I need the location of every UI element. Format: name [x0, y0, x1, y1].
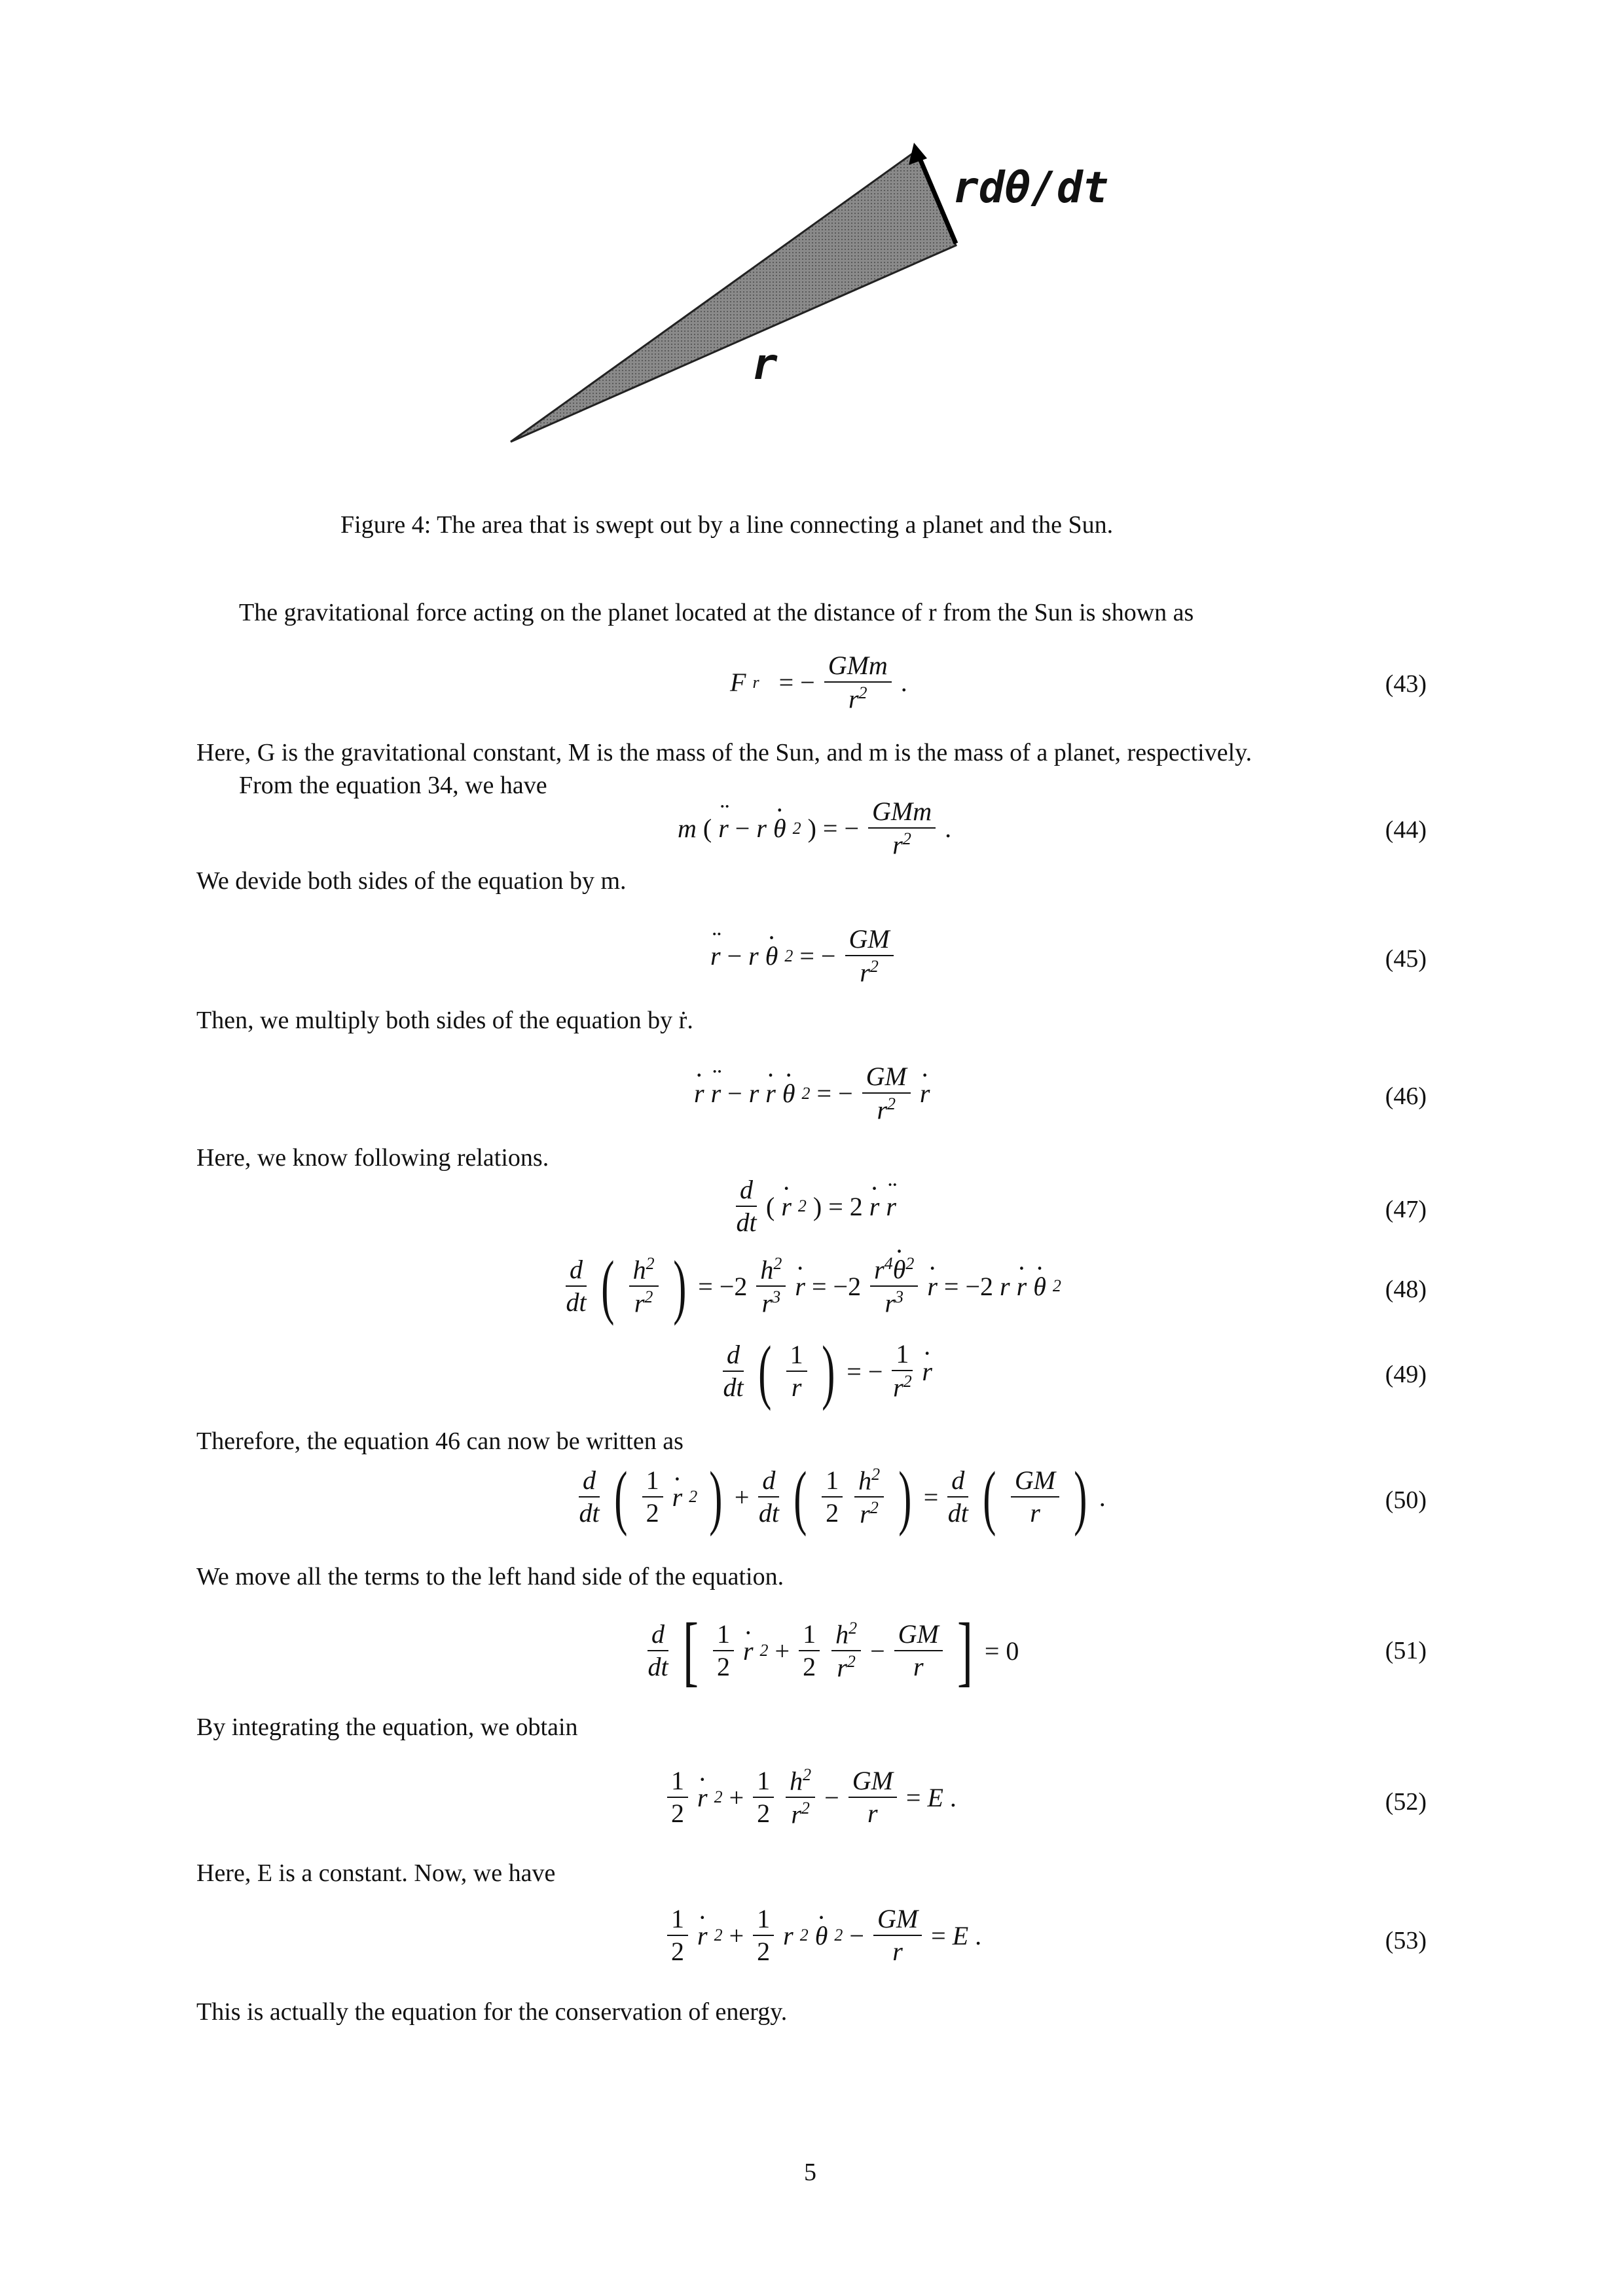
paragraph-10: Here, E is a constant. Now, we have	[196, 1859, 556, 1887]
figure-label-r: r	[752, 339, 778, 389]
equation-45: r ·· − r θ · 2 = − $\frac{GM}{r^2}$ (45)	[0, 913, 1623, 1005]
equation-51: $\frac{d}{dt}$ [ $\frac{1}{2}$ r · 2 + $\frac{1}{2}$ $\frac{h^2}{r^2}$ − $\frac{GM}{r}$ ] = 0 (51)	[0, 1605, 1623, 1696]
equation-number: (46)	[1385, 1083, 1427, 1110]
swept-area-triangle	[511, 151, 956, 442]
equation-number: (53)	[1385, 1927, 1427, 1954]
equation-48: $\frac{d}{dt}$ ( $\frac{h^2}{r^2}$ ) = −2 $\frac{h^2}{r^3}$ r · = −2 $\frac{r^4\theta \cdot^2}{r^3}$ r · = −2 r r · θ · 2 (48)	[0, 1244, 1623, 1335]
equation-number: (50)	[1385, 1486, 1427, 1514]
equation-number: (45)	[1385, 945, 1427, 973]
paragraph-1: The gravitational force acting on the planet located at the distance of r from the Sun is shown as	[239, 599, 1194, 626]
paragraph-4: We devide both sides of the equation by m.	[196, 867, 627, 895]
equation-52: $\frac{1}{2}$ r · 2 + $\frac{1}{2}$ $\frac{h^2}{r^2}$ − $\frac{GM}{r}$ = E . (52)	[0, 1756, 1623, 1848]
paragraph-9: By integrating the equation, we obtain	[196, 1713, 578, 1741]
equation-number: (48)	[1385, 1276, 1427, 1303]
equation-47: $\frac{d}{dt}$ ( r · 2 ) = 2 r · r ·· (47)	[0, 1164, 1623, 1255]
equation-number: (44)	[1385, 816, 1427, 844]
paragraph-11: This is actually the equation for the conservation of energy.	[196, 1998, 788, 2026]
paragraph-7: Therefore, the equation 46 can now be written as	[196, 1427, 684, 1455]
equation-50: $\frac{d}{dt}$ ( $\frac{1}{2}$ r · 2 ) + $\frac{d}{dt}$ ( $\frac{1}{2}$ $\frac{h^2}{r^2}$ ) = $\frac{d}{dt}$ ( $\frac{GM}{r}$ ) . (50)	[0, 1454, 1623, 1546]
page-number: 5	[804, 2159, 816, 2186]
equation-number: (51)	[1385, 1637, 1427, 1664]
figure-caption: Figure 4: The area that is swept out by a line connecting a planet and the Sun.	[340, 511, 1114, 539]
equation-43: F r = − $\frac{\text{GMm}}{r^2}$ . (43)	[730, 651, 1427, 714]
equation-44: m ( r ·· − r θ · 2 ) = − $\frac{\text{GMm}}{r^2}$ . (44)	[0, 784, 1623, 876]
paragraph-8: We move all the terms to the left hand side of the equation.	[196, 1563, 784, 1590]
paragraph-2: Here, G is the gravitational constant, M is the mass of the Sun, and m is the mass of a planet, respectively.	[196, 739, 1252, 766]
equation-number: (49)	[1385, 1361, 1427, 1388]
equation-number: (52)	[1385, 1788, 1427, 1816]
arrow-head	[909, 143, 927, 165]
equation-53: $\frac{1}{2}$ r · 2 + $\frac{1}{2}$ r 2 θ · 2 − $\frac{GM}{r}$ = E . (53)	[0, 1895, 1623, 1986]
equation-number: (47)	[1385, 1196, 1427, 1223]
paragraph-3: From the equation 34, we have	[239, 772, 547, 799]
equation-number: (43)	[1385, 670, 1427, 698]
figure-label-rdtheta: rdθ/dt	[953, 162, 1109, 213]
equation-49: $\frac{d}{dt}$ ( $\frac{1}{r}$ ) = − $\frac{1}{r^2}$ r · (49)	[0, 1329, 1623, 1420]
equation-46: r · r ·· − r r · θ · 2 = − $\frac{GM}{r^2}$ r · (46)	[0, 1050, 1623, 1142]
paragraph-5: Then, we multiply both sides of the equation by ṙ.	[196, 1007, 693, 1034]
paragraph-6: Here, we know following relations.	[196, 1144, 549, 1172]
